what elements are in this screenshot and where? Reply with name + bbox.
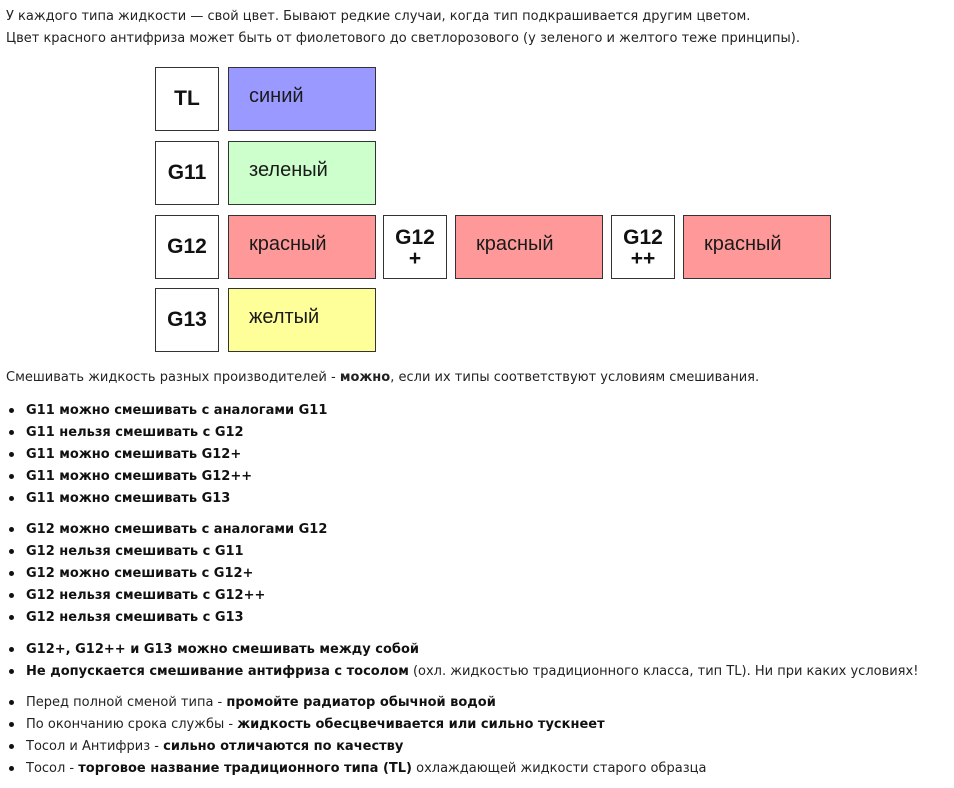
intro-line-2: Цвет красного антифриза может быть от фиолетового до светлорозового (у зеленого и желтого теже принципы). [6, 31, 800, 46]
note-bold: жидкость обесцвечивается или сильно тускнеет [237, 717, 605, 732]
g12-rule: G12 нельзя смешивать с G12++ [8, 585, 327, 607]
code-g12-plusplus-top: G12 [623, 226, 663, 249]
note-item [8, 714, 706, 736]
no-tosol-normal: (охл. жидкостью традиционного класса, тип TL). Ни при каких условиях! [408, 664, 919, 679]
color-box-g12: красный [228, 215, 376, 279]
intro-text [6, 6, 800, 50]
mixing-suffix: , если их типы соответствуют условиям смешивания. [390, 370, 760, 385]
g11-rule: G11 можно смешивать с аналогами G11 [8, 400, 327, 422]
g12-rules-list [8, 519, 327, 629]
g11-rule: G11 можно смешивать G12+ [8, 444, 327, 466]
code-box-g13: G13 [155, 288, 219, 352]
notes-list [8, 692, 706, 780]
color-box-g13: желтый [228, 288, 376, 352]
code-box-g12: G12 [155, 215, 219, 279]
g11-rules-list [8, 400, 327, 510]
other-rule-mixable: G12+, G12++ и G13 можно смешивать между собой [8, 639, 918, 661]
code-g12-plusplus-bottom: ++ [630, 247, 656, 270]
code-box-g11: G11 [155, 141, 219, 205]
note-item [8, 692, 706, 714]
note-normal: Перед полной сменой типа - [26, 695, 227, 710]
color-box-g11: зеленый [228, 141, 376, 205]
note-normal: Тосол - [26, 761, 79, 776]
g12-rule: G12 можно смешивать с G12+ [8, 563, 327, 585]
intro-line-1: У каждого типа жидкости — свой цвет. Бывают редкие случаи, когда тип подкрашивается другим цветом. [6, 9, 751, 24]
mixing-statement [6, 370, 759, 385]
note-item [8, 758, 706, 780]
note-bold: торговое название традиционного типа (TL) [78, 761, 412, 776]
mixing-prefix: Смешивать жидкость разных производителей - [6, 370, 340, 385]
note-bold: сильно отличаются по качеству [163, 739, 404, 754]
g12-rule: G12 можно смешивать с аналогами G12 [8, 519, 327, 541]
color-box-g12-plus: красный [455, 215, 603, 279]
code-box-tl: TL [155, 67, 219, 131]
note-tail: охлаждающей жидкости старого образца [412, 761, 707, 776]
g12-rule: G12 нельзя смешивать с G13 [8, 607, 327, 629]
g11-rule: G11 нельзя смешивать с G12 [8, 422, 327, 444]
g11-rule: G11 можно смешивать G12++ [8, 466, 327, 488]
g11-rule: G11 можно смешивать G13 [8, 488, 327, 510]
other-rule-no-tosol [8, 661, 918, 683]
g12-rule: G12 нельзя смешивать с G11 [8, 541, 327, 563]
color-box-tl: синий [228, 67, 376, 131]
no-tosol-bold: Не допускается смешивание антифриза с тосолом [26, 664, 409, 679]
other-rules-list [8, 639, 918, 683]
mixing-bold: можно [339, 370, 391, 385]
color-box-g12-plusplus: красный [683, 215, 831, 279]
note-normal: По окончанию срока службы - [26, 717, 238, 732]
code-g12-plus-bottom: + [408, 247, 422, 270]
code-box-g12-plus [383, 215, 447, 279]
note-normal: Тосол и Антифриз - [26, 739, 164, 754]
code-g12-plus-top: G12 [395, 226, 435, 249]
note-bold: промойте радиатор обычной водой [226, 695, 496, 710]
code-box-g12-plusplus [611, 215, 675, 279]
note-item [8, 736, 706, 758]
